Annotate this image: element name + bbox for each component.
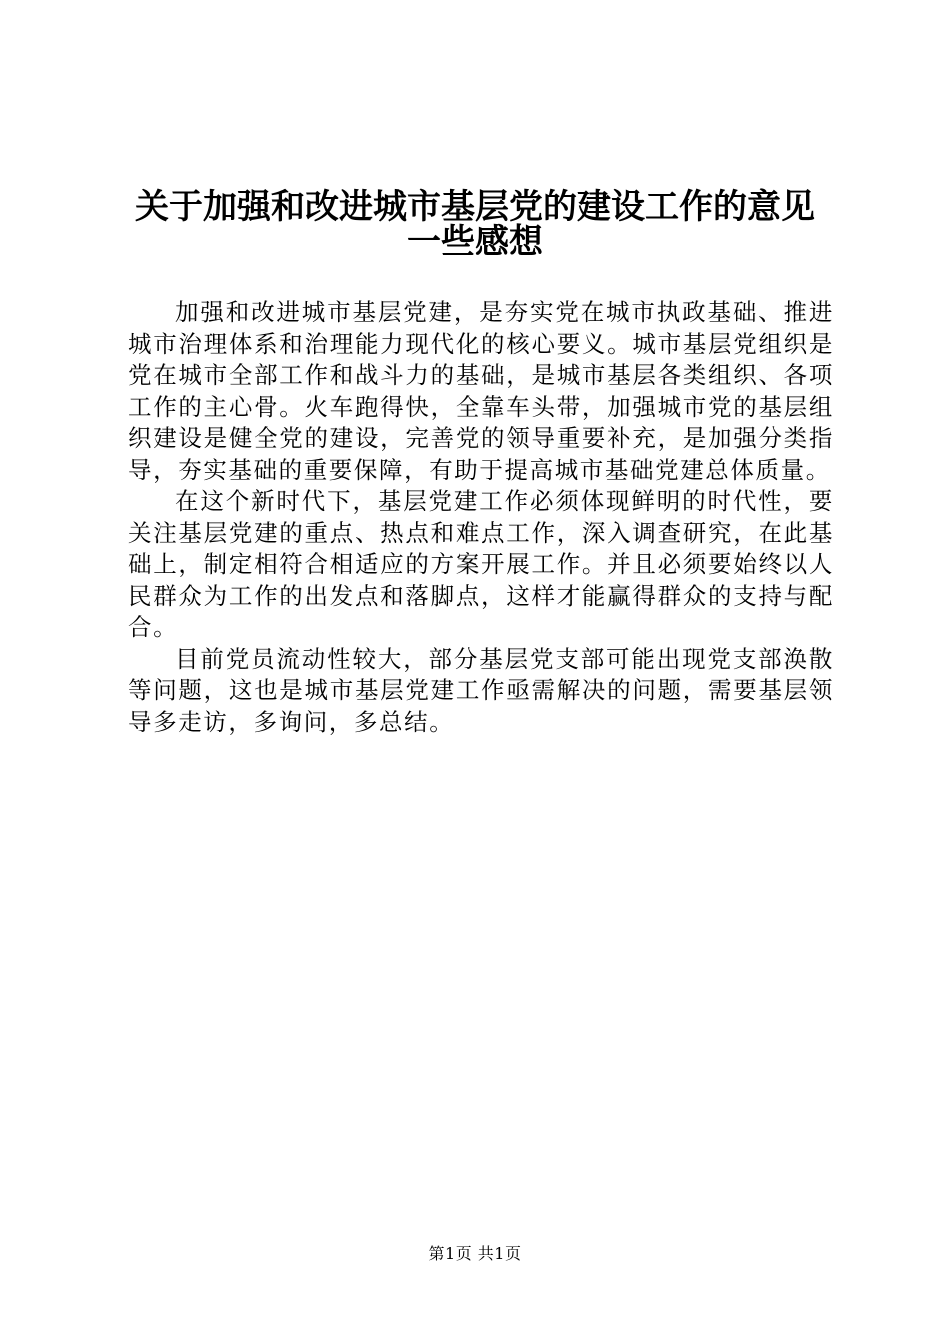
document-title-line-1: 关于加强和改进城市基层党的建设工作的意见 <box>135 187 815 227</box>
page-number-footer: 第1页 共1页 <box>428 1244 522 1263</box>
paragraph-1: 加强和改进城市基层党建，是夯实党在城市执政基础、推进城市治理体系和治理能力现代化的核心要义。城市基层党组织是党在城市全部工作和战斗力的基础，是城市基层各类组织、各项工作的主心骨。火车跑得快，全靠车头带，加强城市党的基层组织建设是健全党的建设，完善党的领导重要补充，是加强分类指导，夯实基础的重要保障，有助于提高城市基础党建总体质量。 <box>128 298 834 484</box>
paragraph-3: 目前党员流动性较大，部分基层党支部可能出现党支部涣散等问题，这也是城市基层党建工作亟需解决的问题，需要基层领导多走访，多询问，多总结。 <box>128 644 834 736</box>
document-title-line-2: 一些感想 <box>407 222 543 262</box>
paragraph-2: 在这个新时代下，基层党建工作必须体现鲜明的时代性，要关注基层党建的重点、热点和难点工作，深入调查研究，在此基础上，制定相符合相适应的方案开展工作。并且必须要始终以人民群众为工作的出发点和落脚点，这样才能赢得群众的支持与配合。 <box>128 487 834 641</box>
document-body <box>128 297 834 738</box>
